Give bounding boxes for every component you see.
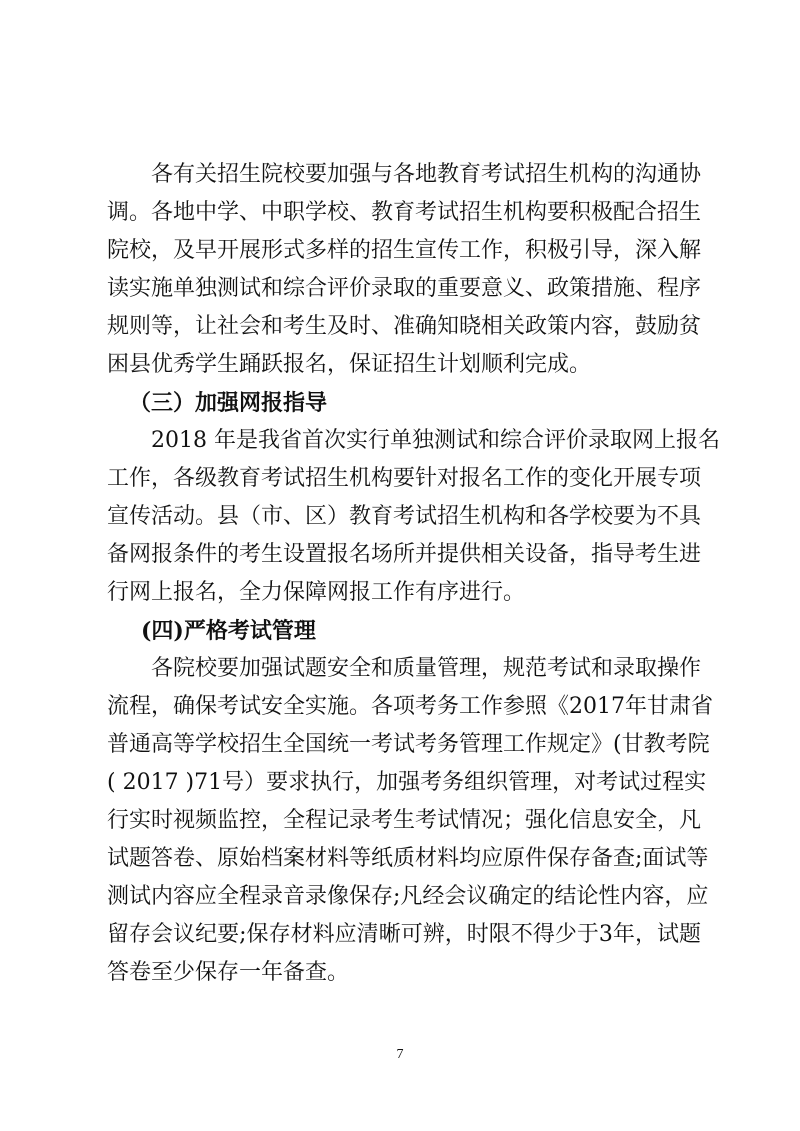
text-line: 困县优秀学生踊跃报名，保证招生计划顺利完成。	[107, 352, 592, 377]
text-line-row	[107, 194, 701, 232]
text-line-row	[107, 232, 701, 270]
text-line-row	[107, 156, 701, 194]
text-line: 调。各地中学、中职学校、教育考试招生机构要积极配合招生	[107, 200, 702, 225]
text-line: (四)严格考试管理	[141, 618, 316, 644]
text-line: 各院校要加强试题安全和质量管理，规范考试和录取操作	[151, 656, 702, 681]
text-line: 读实施单独测试和综合评价录取的重要意义、政策措施、程序	[107, 276, 702, 301]
text-line-row	[107, 308, 701, 346]
text-line-row	[107, 460, 701, 498]
text-line-row	[107, 270, 701, 308]
paragraph	[107, 422, 720, 612]
text-line: （三）加强网报指导	[129, 390, 328, 416]
text-line: 留存会议纪要;保存材料应清晰可辨，时限不得少于3年，试题	[107, 922, 702, 947]
section-heading	[107, 384, 701, 422]
text-line: 2018 年是我省首次实行单独测试和综合评价录取网上报名	[151, 428, 720, 453]
text-line-row	[107, 726, 710, 764]
text-line: 宣传活动。县（市、区）教育考试招生机构和各学校要为不具	[107, 504, 702, 529]
paragraph	[107, 650, 713, 992]
text-line: 行实时视频监控，全程记录考生考试情况；强化信息安全，凡	[107, 808, 702, 833]
text-line-row	[107, 384, 701, 422]
text-line: ( 2017 )71号）要求执行，加强考务组织管理，对考试过程实	[107, 770, 707, 795]
text-line-row	[107, 688, 713, 726]
text-line-row	[107, 878, 709, 916]
text-line: 答卷至少保存一年备查。	[107, 960, 350, 985]
text-line: 试题答卷、原始档案材料等纸质材料均应原件保存备查;面试等	[107, 846, 709, 871]
paragraph	[107, 156, 701, 384]
text-line: 测试内容应全程录音录像保存;凡经会议确定的结论性内容，应	[107, 884, 709, 909]
section-heading	[107, 612, 701, 650]
text-line: 工作，各级教育考试招生机构要针对报名工作的变化开展专项	[107, 466, 702, 491]
text-line: 流程，确保考试安全实施。各项考务工作参照《2017年甘肃省	[107, 694, 713, 719]
text-line-row	[107, 574, 701, 612]
text-line-row	[107, 802, 701, 840]
text-line-row	[107, 498, 701, 536]
text-line-row	[107, 612, 701, 650]
text-line-row	[107, 536, 701, 574]
text-line: 院校，及早开展形式多样的招生宣传工作，积极引导，深入解	[107, 238, 702, 263]
text-line-row	[107, 840, 709, 878]
text-line-row	[107, 650, 701, 688]
text-line-row	[107, 916, 701, 954]
text-line: 备网报条件的考生设置报名场所并提供相关设备，指导考生进	[107, 542, 702, 567]
document-body	[107, 156, 720, 992]
text-line-row	[107, 764, 707, 802]
text-line-row	[107, 422, 720, 460]
text-line-row	[107, 954, 701, 992]
text-line-row	[107, 346, 701, 384]
text-line: 普通高等学校招生全国统一考试考务管理工作规定》(甘教考院	[107, 732, 710, 757]
text-line: 规则等，让社会和考生及时、准确知晓相关政策内容，鼓励贫	[107, 314, 702, 339]
page-number: 7	[396, 1047, 404, 1062]
text-line: 各有关招生院校要加强与各地教育考试招生机构的沟通协	[151, 162, 702, 187]
text-line: 行网上报名，全力保障网报工作有序进行。	[107, 580, 526, 605]
